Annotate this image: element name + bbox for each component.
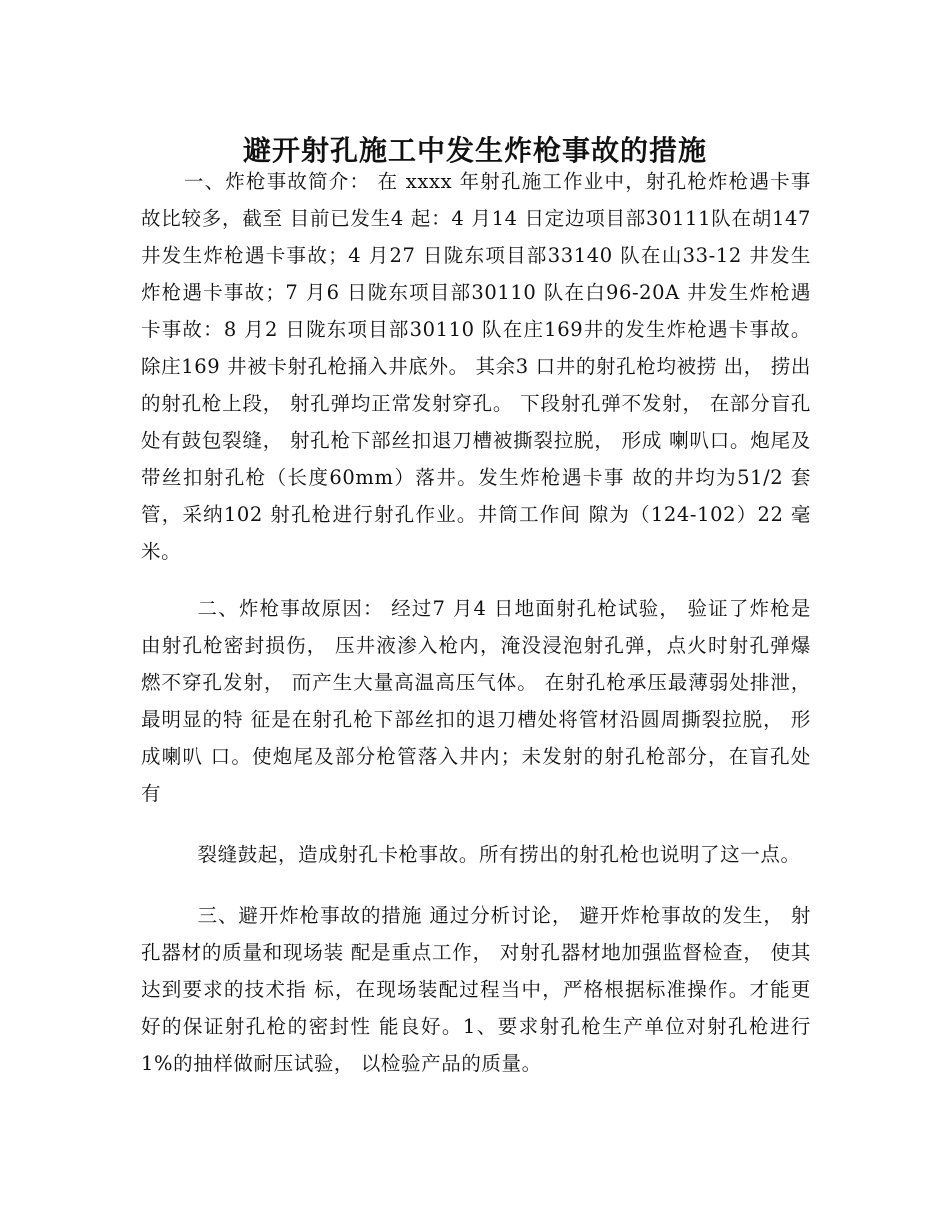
paragraph-cause-continued: 裂缝鼓起，造成射孔卡枪事故。所有捞出的射孔枪也说明了这一点。	[197, 843, 801, 866]
paragraph-accident-cause: 二、炸枪事故原因： 经过7 月4 日地面射孔枪试验， 验证了炸枪是由射孔枪密封损伤， 压井液渗入枪内，淹没浸泡射孔弹，点火时射孔弹爆燃不穿孔发射， 而产生大量高温高压气体。 在射孔枪承压最薄弱处排泄， 最明显的特 征是在射孔枪下部丝扣的退刀槽处将管材沿圆周撕裂拉脱， 形成喇叭 口。使炮尾及部分枪管落入井内；未发射的射孔枪部分，在盲孔处有	[141, 597, 811, 805]
paragraph-prevention-measures: 三、避开炸枪事故的措施 通过分析讨论， 避开炸枪事故的发生， 射孔器材的质量和现场装 配是重点工作， 对射孔器材地加强监督检查， 使其达到要求的技术指 标，在现场装配过程当中，严格根据标准操作。才能更好的保证射孔枪的密封性 能良好。1、要求射孔枪生产单位对射孔枪进行 1%的抽样做耐压试验， 以检验产品的质量。	[141, 904, 811, 1075]
document-body	[141, 163, 811, 1082]
paragraph-accident-overview: 一、炸枪事故简介： 在 xxxx 年射孔施工作业中，射孔枪炸枪遇卡事故比较多，截至 目前已发生4 起：4 月14 日定边项目部30111队在胡147 井发生炸枪遇卡事故；4 月27 日陇东项目部33140 队在山33-12 井发生炸枪遇卡事故；7 月6 日陇东项目部30110 队在白96-20A 井发生炸枪遇卡事故：8 月2 日陇东项目部30110 队在庄169井的发生炸枪遇卡事故。 除庄169 井被卡射孔枪捅入井底外。 其余3 口井的射孔枪均被捞 出， 捞出的射孔枪上段， 射孔弹均正常发射穿孔。 下段射孔弹不发射， 在部分盲孔处有鼓包裂缝， 射孔枪下部丝扣退刀槽被撕裂拉脱， 形成 喇叭口。炮尾及带丝扣射孔枪（长度60mm）落井。发生炸枪遇卡事 故的井均为51/2 套管，采纳102 射孔枪进行射孔作业。井筒工作间 隙为（124-102）22 毫米。	[141, 170, 811, 563]
document-title: 避开射孔施工中发生炸枪事故的措施	[242, 133, 707, 167]
